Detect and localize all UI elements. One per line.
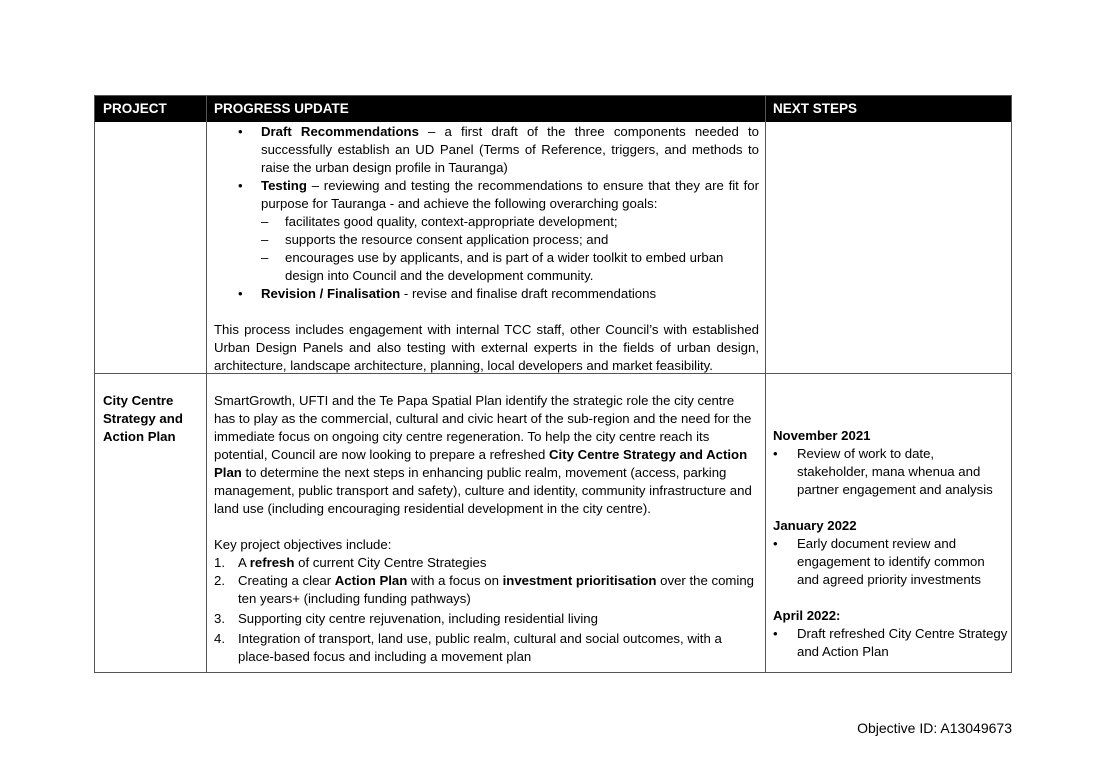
milestone-heading: January 2022 xyxy=(773,518,857,533)
list-item: 2. Creating a clear Action Plan with a focus on investment prioritisation over the coming ten years+ (including funding pathways) xyxy=(214,573,754,606)
list-item: • Review of work to date, stakeholder, mana whenua and partner engagement and analysis xyxy=(773,446,993,497)
list-item: • Early document review and engagement to identify common and agreed priority investments xyxy=(773,536,985,587)
column-divider xyxy=(206,96,207,672)
list-item: – facilitates good quality, context-appropriate development; xyxy=(261,214,618,229)
objective-id: Objective ID: A13049673 xyxy=(857,720,1012,736)
milestone-heading: November 2021 xyxy=(773,428,871,443)
list-item: – supports the resource consent application process; and xyxy=(261,232,609,247)
table-header xyxy=(95,96,1011,122)
list-item: • Revision / Finalisation - revise and finalise draft recommendations xyxy=(238,286,657,301)
milestone-heading: April 2022: xyxy=(773,608,841,623)
list-item: • Draft Recommendations – a first draft of the three components needed to successfully establish an UD Panel (Terms of Reference, triggers, and methods to raise the urban design profile in Tauranga) xyxy=(238,124,759,175)
project-table xyxy=(94,95,1012,673)
intro-paragraph: SmartGrowth, UFTI and the Te Papa Spatial Plan identify the strategic role the city centre has to play as the commercial, cultural and civic heart of the sub-region and the need for the immediate focus on ongoing city centre regeneration. To help the city centre reach its potential, Council are now looking to prepare a refreshed City Centre Strategy and Action Plan to determine the next steps in enhancing public realm, movement (access, parking management, public transport and safety), culture and identity, community infrastructure and land use (including encouraging residential development in the city centre). xyxy=(214,393,752,516)
header-progress-update: PROGRESS UPDATE xyxy=(214,101,349,116)
list-item: • Testing – reviewing and testing the recommendations to ensure that they are fit for purpose for Tauranga - and achieve the following overarching goals: xyxy=(238,178,759,211)
list-item: – encourages use by applicants, and is part of a wider toolkit to embed urban design into Council and the development community. xyxy=(261,250,724,283)
closing-paragraph: This process includes engagement with internal TCC staff, other Council’s with established Urban Design Panels and also testing with external experts in the fields of urban design, architecture, landscape architecture, planning, local developers and market feasibility. xyxy=(214,322,759,373)
header-next-steps: NEXT STEPS xyxy=(773,101,858,116)
list-item: 3. Supporting city centre rejuvenation, including residential living xyxy=(214,611,598,626)
row2-progress-cell xyxy=(214,392,759,666)
column-divider xyxy=(765,96,766,672)
objectives-list xyxy=(214,554,759,666)
header-project: PROJECT xyxy=(103,101,167,116)
next-steps-cell xyxy=(773,427,1008,661)
list-item: 1. A refresh of current City Centre Strategies xyxy=(214,555,487,570)
objectives-label: Key project objectives include: xyxy=(214,537,392,552)
list-item: 4. Integration of transport, land use, public realm, cultural and social outcomes, with a place-based focus and including a movement plan xyxy=(214,631,722,664)
list-item: • Draft refreshed City Centre Strategy and Action Plan xyxy=(773,626,1008,659)
project-name: City Centre Strategy and Action Plan xyxy=(103,393,183,444)
row1-progress-cell xyxy=(214,123,759,375)
